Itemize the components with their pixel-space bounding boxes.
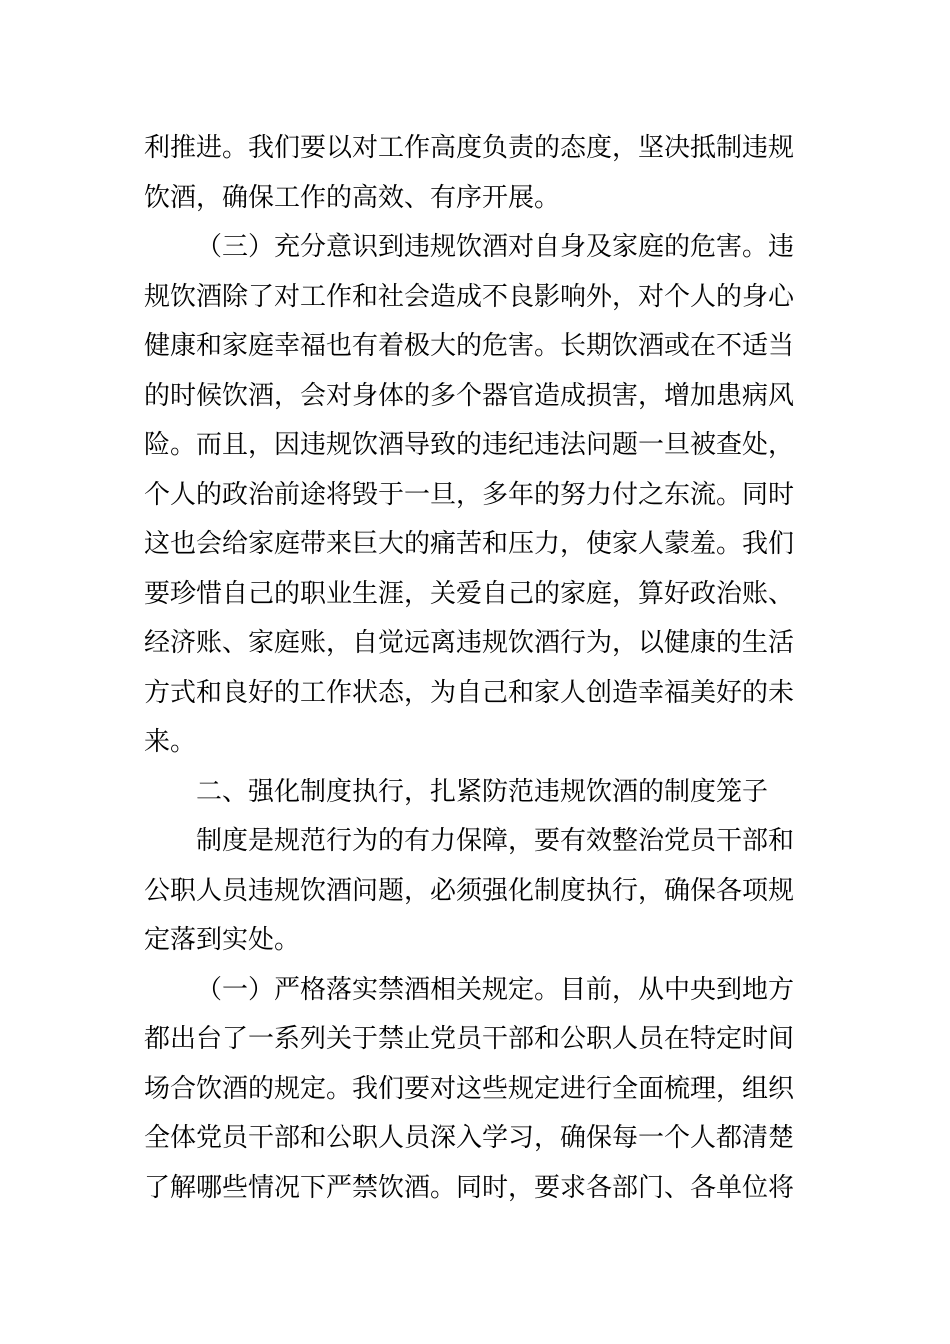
text-line-11: 经济账、家庭账，自觉远离违规饮酒行为，以健康的生活 <box>144 628 795 658</box>
text-line-7: 险。而且，因违规饮酒导致的违纪违法问题一旦被查处， <box>144 430 795 460</box>
text-line-17: 定落到实处。 <box>144 925 301 955</box>
text-line-15: 制度是规范行为的有力保障，要有效整治党员干部和 <box>196 826 795 856</box>
text-line-12: 方式和良好的工作状态，为自己和家人创造幸福美好的未 <box>144 677 795 708</box>
text-line-22: 了解哪些情况下严禁饮酒。同时，要求各部门、各单位将 <box>144 1172 795 1203</box>
text-line-8: 个人的政治前途将毁于一旦，多年的努力付之东流。同时 <box>144 479 795 510</box>
text-line-18: （一）严格落实禁酒相关规定。目前，从中央到地方 <box>196 974 795 1005</box>
text-line-3: （三）充分意识到违规饮酒对自身及家庭的危害。违 <box>196 232 795 262</box>
text-line-16: 公职人员违规饮酒问题，必须强化制度执行，确保各项规 <box>144 875 795 906</box>
text-line-9: 这也会给家庭带来巨大的痛苦和压力，使家人蒙羞。我们 <box>144 529 795 559</box>
text-line-19: 都出台了一系列关于禁止党员干部和公职人员在特定时间 <box>144 1024 795 1054</box>
section-heading: 二、强化制度执行，扎紧防范违规饮酒的制度笼子 <box>196 776 769 807</box>
text-line-13: 来。 <box>144 727 197 757</box>
text-line-1: 利推进。我们要以对工作高度负责的态度，坚决抵制违规 <box>144 133 795 163</box>
text-line-10: 要珍惜自己的职业生涯，关爱自己的家庭，算好政治账、 <box>144 578 795 609</box>
text-line-21: 全体党员干部和公职人员深入学习，确保每一个人都清楚 <box>144 1123 795 1153</box>
text-line-20: 场合饮酒的规定。我们要对这些规定进行全面梳理，组织 <box>144 1073 795 1104</box>
text-line-6: 的时候饮酒，会对身体的多个器官造成损害，增加患病风 <box>144 380 795 411</box>
text-line-5: 健康和家庭幸福也有着极大的危害。长期饮酒或在不适当 <box>144 331 795 361</box>
text-line-2: 饮酒，确保工作的高效、有序开展。 <box>144 182 561 213</box>
text-line-4: 规饮酒除了对工作和社会造成不良影响外，对个人的身心 <box>144 281 795 312</box>
document-body <box>144 124 808 1213</box>
